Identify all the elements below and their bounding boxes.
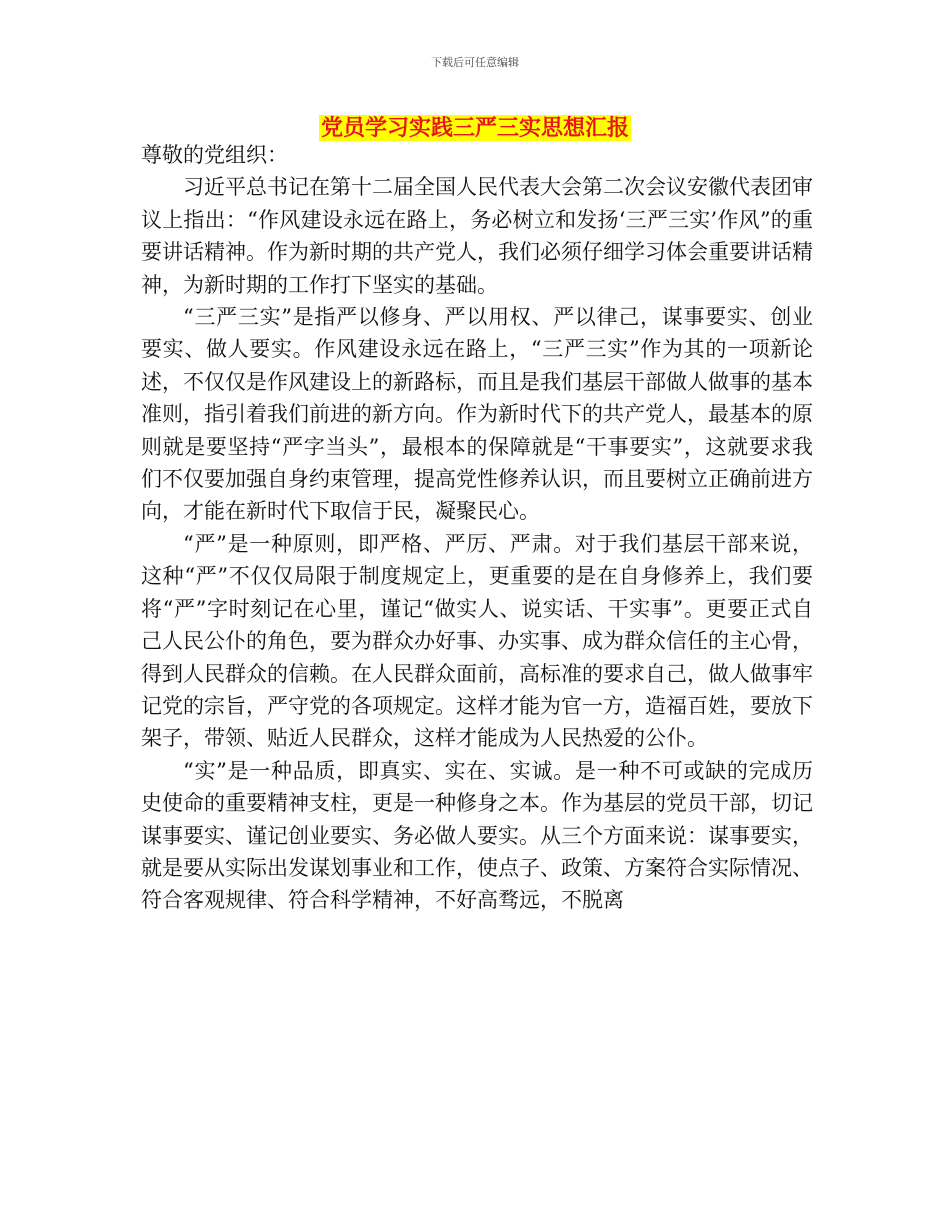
salutation: 尊敬的党组织： (141, 143, 288, 167)
paragraph-1: 习近平总书记在第十二届全国人民代表大会第二次会议安徽代表团审议上指出：“作风建设永远在路上，务必树立和发扬‘三严三实’作风”的重要讲话精神。作为新时期的共产党人，我们必须仔细学习体会重要讲话精神，为新时期的工作打下坚实的基础。 (141, 175, 813, 297)
document-body (141, 139, 813, 917)
paragraph-4: “实”是一种品质，即真实、实在、实诚。是一种不可或缺的完成历史使命的重要精神支柱，更是一种修身之本。作为基层的党员干部，切记谋事要实、谨记创业要实、务必做人要实。从三个方面来说：谋事要实，就是要从实际出发谋划事业和工作，使点子、政策、方案符合实际情况、符合客观规律、符合科学精神，不好高骛远，不脱离 (141, 758, 813, 913)
paragraph-3: “严”是一种原则，即严格、严厉、严肃。对于我们基层干部来说，这种“严”不仅仅局限于制度规定上，更重要的是在自身修养上，我们要将“严”字时刻记在心里，谨记“做实人、说实话、干实事”。更要正式自己人民公仆的角色，要为群众办好事、办实事、成为群众信任的主心骨，得到人民群众的信赖。在人民群众面前，高标准的要求自己，做人做事牢记党的宗旨，严守党的各项规定。这样才能为官一方，造福百姓，要放下架子，带领、贴近人民群众，这样才能成为人民热爱的公仆。 (141, 531, 813, 751)
page-header-note: 下载后可任意编辑 (431, 56, 519, 69)
paragraph-2: “三严三实”是指严以修身、严以用权、严以律己，谋事要实、创业要实、做人要实。作风建设永远在路上，“三严三实”作为其的一项新论述，不仅仅是作风建设上的新路标，而且是我们基层干部做人做事的基本准则，指引着我们前进的新方向。作为新时代下的共产党人，最基本的原则就是要坚持“严字当头”，最根本的保障就是“干事要实”，这就要求我们不仅要加强自身约束管理，提高党性修养认识，而且要树立正确前进方向，才能在新时代下取信于民，凝聚民心。 (141, 305, 813, 524)
document-title-text: 党员学习实践三严三实思想汇报 (320, 115, 629, 141)
